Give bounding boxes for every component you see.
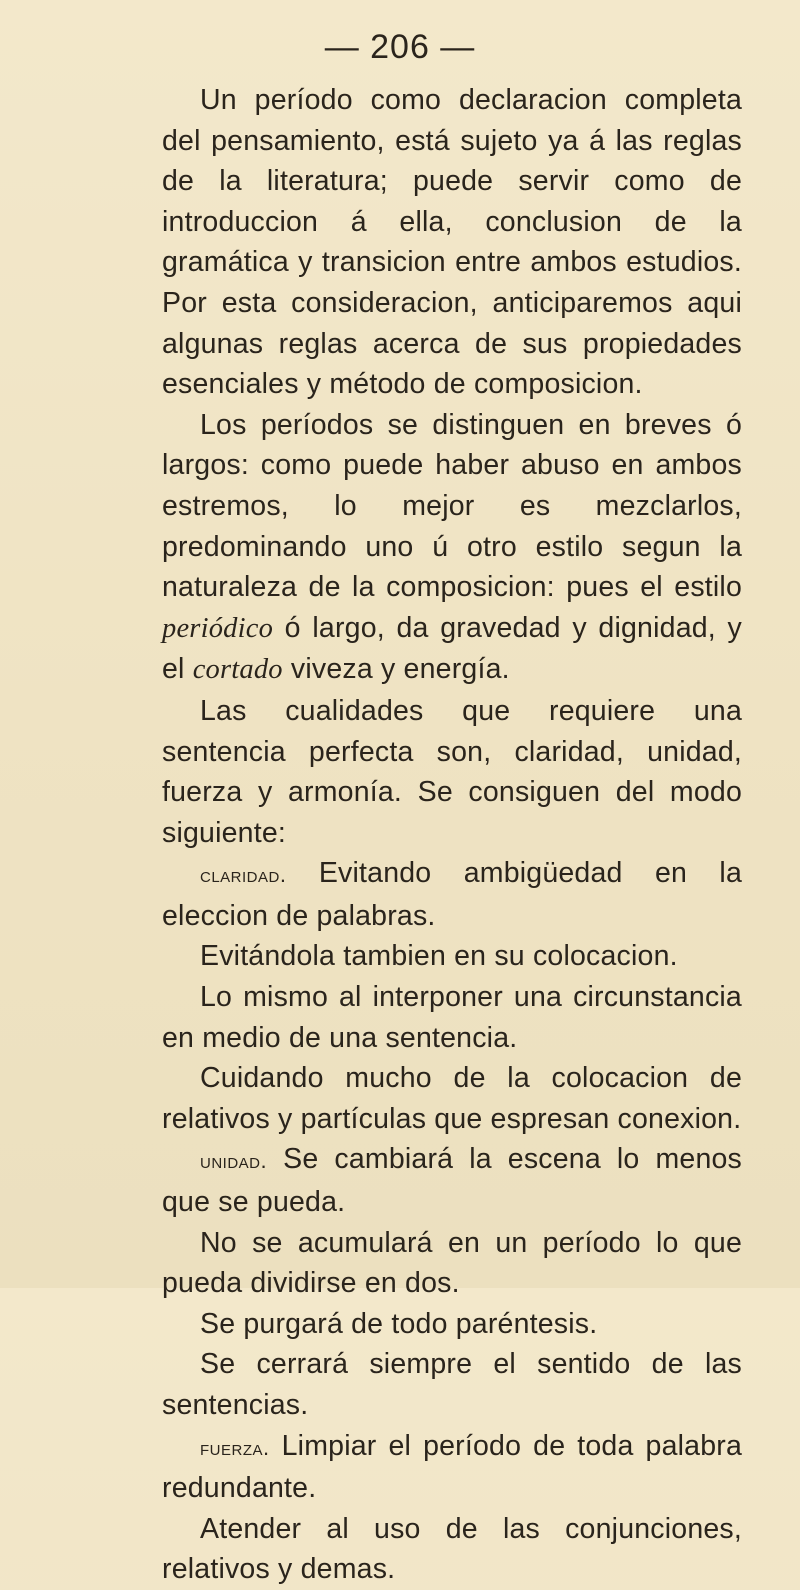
paragraph-text: Evitando ambigüedad en la eleccion de palabras. bbox=[162, 857, 742, 932]
section-label-fuerza: fuerza. bbox=[200, 1434, 270, 1460]
paragraph-rule: Cuidando mucho de la colocacion de relativos y partículas que espresan conexion. bbox=[162, 1062, 742, 1135]
paragraph-rule: Evitándola tambien en su colocacion. bbox=[200, 940, 678, 973]
paragraph-rule: Se purgará de todo paréntesis. bbox=[200, 1307, 598, 1340]
paragraph-text: viveza y energía. bbox=[282, 653, 510, 686]
paragraph-fuerza bbox=[162, 1426, 742, 1509]
italic-term-periodico: periódico bbox=[162, 612, 274, 644]
paragraph-rule: Lo mismo al interponer una circunstancia en medio de una sentencia. bbox=[162, 981, 742, 1054]
paragraph-rule: Atender al uso de las conjunciones, relativos y demas. bbox=[162, 1512, 742, 1586]
italic-term-cortado: cortado bbox=[192, 654, 283, 686]
paragraph-unidad bbox=[162, 1139, 742, 1222]
paragraph-text: ó largo, da gravedad y dignidad, y el bbox=[162, 611, 742, 686]
section-label-unidad: unidad. bbox=[200, 1148, 268, 1174]
section-label-claridad: claridad. bbox=[200, 862, 287, 888]
paragraph-text: Los períodos se distinguen en breves ó largos: como puede haber abuso en ambos estremos, lo mejor es mezclarlos, predominando uno ú otro estilo segun la naturaleza de la composicion: pues el estilo bbox=[162, 408, 742, 604]
page-body bbox=[162, 80, 742, 1590]
paragraph-claridad bbox=[162, 853, 742, 936]
paragraph-periodos bbox=[162, 405, 742, 691]
paragraph-intro: Un período como declaracion completa del pensamiento, está sujeto ya á las reglas de la literatura; puede servir como de introduccion á ella, conclusion de la gramática y transicion entre ambos estudios. Por esta consideracion, anticiparemos aqui algunas reglas acerca de sus propiedades esenciales y método de composicion. bbox=[162, 84, 742, 401]
page-number: — 206 — bbox=[324, 28, 476, 66]
paragraph-rule: No se acumulará en un período lo que pueda dividirse en dos. bbox=[162, 1226, 742, 1300]
paragraph-cualidades: Las cualidades que requiere una sentencia perfecta son, claridad, unidad, fuerza y armonía. Se consiguen del modo siguiente: bbox=[162, 694, 742, 849]
paragraph-text: Se cambiará la escena lo menos que se pueda. bbox=[162, 1143, 742, 1219]
paragraph-text: Limpiar el período de toda palabra redundante. bbox=[162, 1429, 742, 1505]
paragraph-rule: Se cerrará siempre el sentido de las sentencias. bbox=[162, 1348, 742, 1421]
